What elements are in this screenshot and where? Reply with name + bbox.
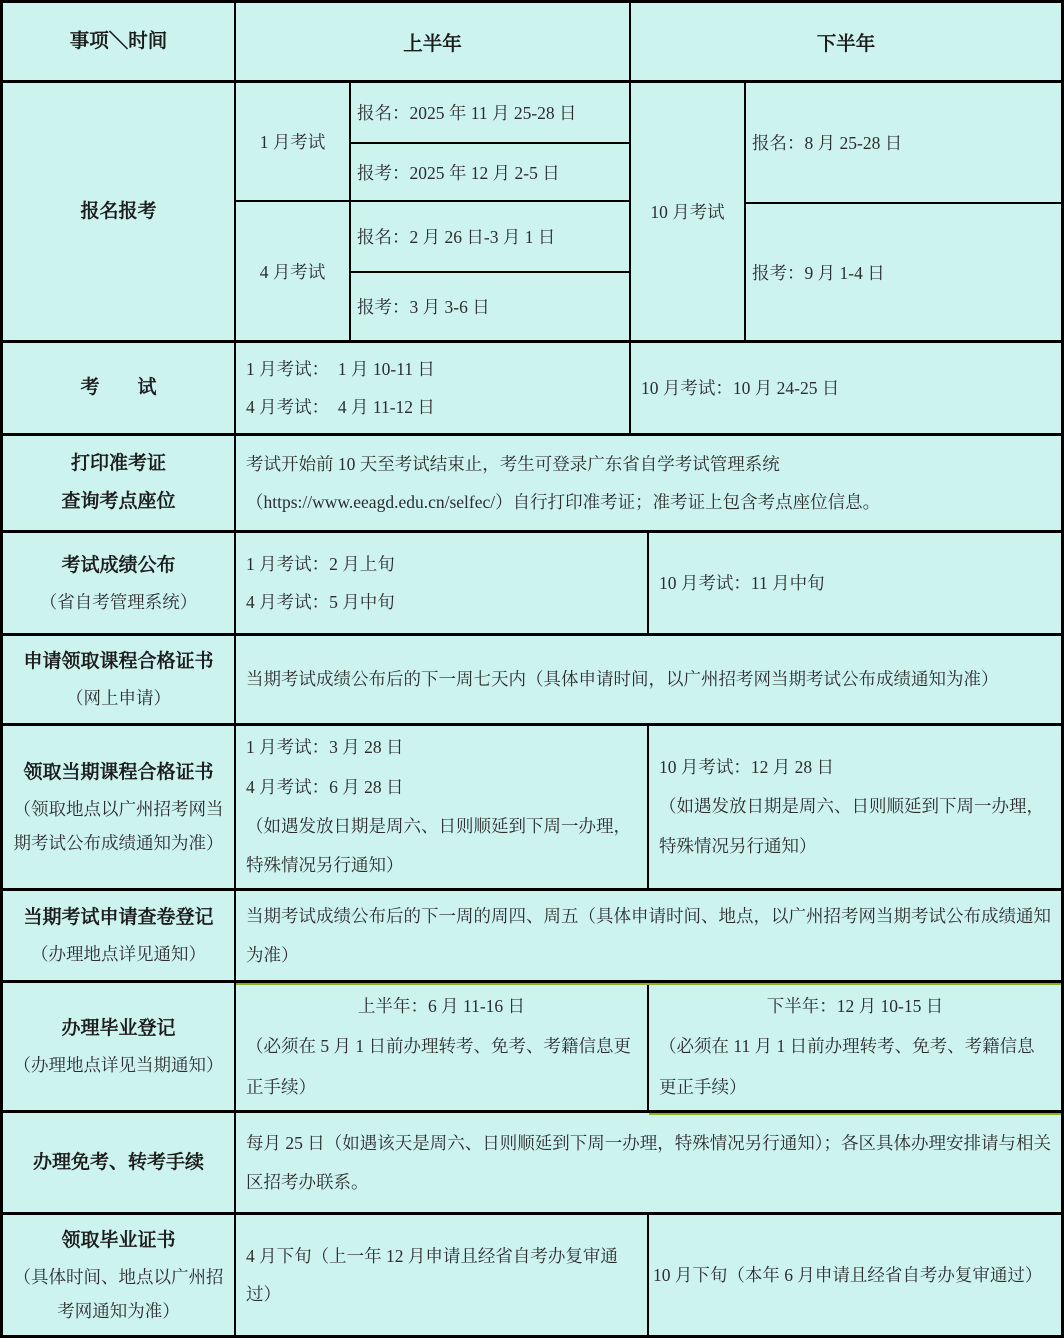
exemption-content: 每月 25 日（如遇该天是周六、日则顺延到下周一办理，特殊情况另行通知）；各区具体办理安排请与相关区招考办联系。 bbox=[246, 1133, 1051, 1192]
review-label-sub: （办理地点详见通知） bbox=[31, 944, 206, 965]
diploma-label-sub: （具体时间、地点以广州招考网通知为准） bbox=[13, 1266, 224, 1321]
results-label-sub: （省自考管理系统） bbox=[39, 591, 198, 612]
row-diploma bbox=[3, 1212, 1061, 1335]
row-exemption bbox=[3, 1110, 1061, 1212]
jan-signup-cell: 报名：2025 年 11 月 25-28 日 bbox=[357, 103, 577, 123]
get-cert-label bbox=[3, 726, 236, 888]
ticket-label-line1: 打印准考证 bbox=[70, 453, 166, 474]
row-exam bbox=[3, 340, 1061, 433]
enroll-oct-session-column bbox=[631, 83, 746, 340]
row-review bbox=[3, 888, 1061, 980]
enroll-first-half-dates-column bbox=[351, 83, 631, 340]
exemption-content-cell bbox=[236, 1113, 1061, 1212]
apply-cert-label bbox=[3, 636, 236, 723]
enroll-label: 报名报考 bbox=[3, 83, 236, 340]
ticket-label-line2: 查询考点座位 bbox=[61, 491, 176, 512]
get-cert-oct-line: 10 月考试：12 月 28 日 bbox=[659, 756, 834, 777]
exam-first-half-cell bbox=[236, 343, 631, 433]
enroll-exam-session-column bbox=[236, 83, 351, 340]
grad-reg-first-line: 上半年：6 月 11-16 日 bbox=[357, 996, 526, 1017]
grad-reg-label bbox=[3, 983, 236, 1110]
ticket-label bbox=[3, 436, 236, 530]
ticket-content-cell bbox=[236, 436, 1061, 530]
grad-reg-second-line: 下半年：12 月 10-15 日 bbox=[766, 996, 944, 1017]
exam-jan-line: 1 月考试： 1 月 10-11 日 bbox=[246, 358, 435, 379]
get-cert-label-main: 领取当期课程合格证书 bbox=[23, 761, 214, 783]
grad-reg-label-main: 办理毕业登记 bbox=[61, 1018, 176, 1040]
row-enroll bbox=[3, 80, 1061, 340]
apply-cert-label-sub: （网上申请） bbox=[66, 688, 171, 709]
diploma-first-half-cell bbox=[236, 1215, 649, 1335]
get-cert-apr-line: 4 月考试：6 月 28 日 bbox=[246, 776, 404, 797]
grad-reg-label-sub: （办理地点详见当期通知） bbox=[13, 1055, 224, 1076]
get-cert-left-note: （如遇发放日期是周六、日则顺延到下周一办理，特殊情况另行通知） bbox=[246, 816, 631, 876]
apr-exam-cell: 4 月考试 bbox=[236, 200, 349, 340]
ticket-line1: 考试开始前 10 天至考试结束止，考生可登录广东省自学考试管理系统 bbox=[246, 453, 780, 474]
review-content: 当期考试成绩公布后的下一周的周四、周五（具体申请时间、地点，以广州招考网当期考试公布成绩通知为准） bbox=[246, 906, 1051, 965]
row-header bbox=[3, 3, 1061, 80]
review-label bbox=[3, 891, 236, 980]
row-get-cert bbox=[3, 723, 1061, 888]
enroll-second-half-dates-column bbox=[746, 83, 1061, 340]
green-accent-line-top bbox=[236, 983, 1061, 985]
header-first-half: 上半年 bbox=[236, 3, 631, 80]
grad-reg-second-note: （必须在 11 月 1 日前办理转考、免考、考籍信息更正手续） bbox=[659, 1036, 1035, 1097]
header-item-time: 事项＼时间 bbox=[3, 3, 236, 80]
results-label bbox=[3, 533, 236, 633]
diploma-right: 10 月下旬（本年 6 月申请且经省自考办复审通过） bbox=[653, 1264, 1043, 1285]
get-cert-first-half-cell bbox=[236, 726, 649, 888]
row-ticket bbox=[3, 433, 1061, 530]
exam-apr-line: 4 月考试： 4 月 11-12 日 bbox=[246, 397, 435, 417]
apply-cert-content: 当期考试成绩公布后的下一周七天内（具体申请时间，以广州招考网当期考试公布成绩通知为准） bbox=[246, 669, 999, 690]
apply-cert-label-main: 申请领取课程合格证书 bbox=[23, 651, 214, 673]
jan-register-cell: 报考：2025 年 12 月 2-5 日 bbox=[351, 142, 629, 200]
exam-label: 考 试 bbox=[3, 343, 236, 433]
green-accent-line-bottom bbox=[649, 1113, 1061, 1115]
diploma-label-main: 领取毕业证书 bbox=[61, 1229, 176, 1251]
oct-exam-cell: 10 月考试 bbox=[650, 202, 725, 222]
get-cert-right-note: （如遇发放日期是周六、日则顺延到下周一办理，特殊情况另行通知） bbox=[659, 796, 1044, 856]
grad-reg-first-note: （必须在 5 月 1 日前办理转考、免考、考籍信息更正手续） bbox=[246, 1036, 631, 1097]
exam-second-half-cell bbox=[631, 343, 1061, 433]
exam-oct-line: 10 月考试：10 月 24-25 日 bbox=[641, 377, 840, 398]
diploma-label bbox=[3, 1215, 236, 1335]
jan-exam-cell: 1 月考试 bbox=[259, 132, 326, 152]
get-cert-second-half-cell bbox=[649, 726, 1061, 888]
results-second-half-cell bbox=[649, 533, 1061, 633]
get-cert-label-sub: （领取地点以广州招考网当期考试公布成绩通知为准） bbox=[13, 798, 224, 853]
review-label-main: 当期考试申请查卷登记 bbox=[23, 907, 214, 929]
exemption-label: 办理免考、转考手续 bbox=[3, 1113, 236, 1212]
diploma-second-half-cell bbox=[649, 1215, 1061, 1335]
ticket-line2: （https://www.eeagd.edu.cn/selfec/）自行打印准考证；准考证上包含考点座位信息。 bbox=[246, 492, 881, 512]
apr-signup-cell: 报名：2 月 26 日-3 月 1 日 bbox=[351, 200, 629, 271]
apr-register-cell: 报考：3 月 3-6 日 bbox=[351, 271, 629, 340]
results-jan-line: 1 月考试：2 月上旬 bbox=[246, 553, 395, 574]
row-apply-cert bbox=[3, 633, 1061, 723]
results-oct-line: 10 月考试：11 月中旬 bbox=[659, 572, 825, 593]
oct-signup-cell: 报名：8 月 25-28 日 bbox=[752, 133, 903, 153]
row-graduation-reg bbox=[3, 980, 1061, 1110]
results-first-half-cell bbox=[236, 533, 649, 633]
get-cert-jan-line: 1 月考试：3 月 28 日 bbox=[246, 737, 404, 758]
header-second-half: 下半年 bbox=[816, 33, 876, 55]
row-results bbox=[3, 530, 1061, 633]
grad-reg-second-half-cell bbox=[649, 983, 1061, 1110]
grad-reg-first-half-cell bbox=[236, 983, 649, 1110]
oct-register-cell: 报考：9 月 1-4 日 bbox=[746, 202, 1061, 340]
apply-cert-content-cell bbox=[236, 636, 1061, 723]
results-label-main: 考试成绩公布 bbox=[61, 554, 176, 576]
results-apr-line: 4 月考试：5 月中旬 bbox=[246, 592, 395, 612]
diploma-left: 4 月下旬（上一年 12 月申请且经省自考办复审通过） bbox=[246, 1245, 618, 1304]
review-content-cell bbox=[236, 891, 1061, 980]
